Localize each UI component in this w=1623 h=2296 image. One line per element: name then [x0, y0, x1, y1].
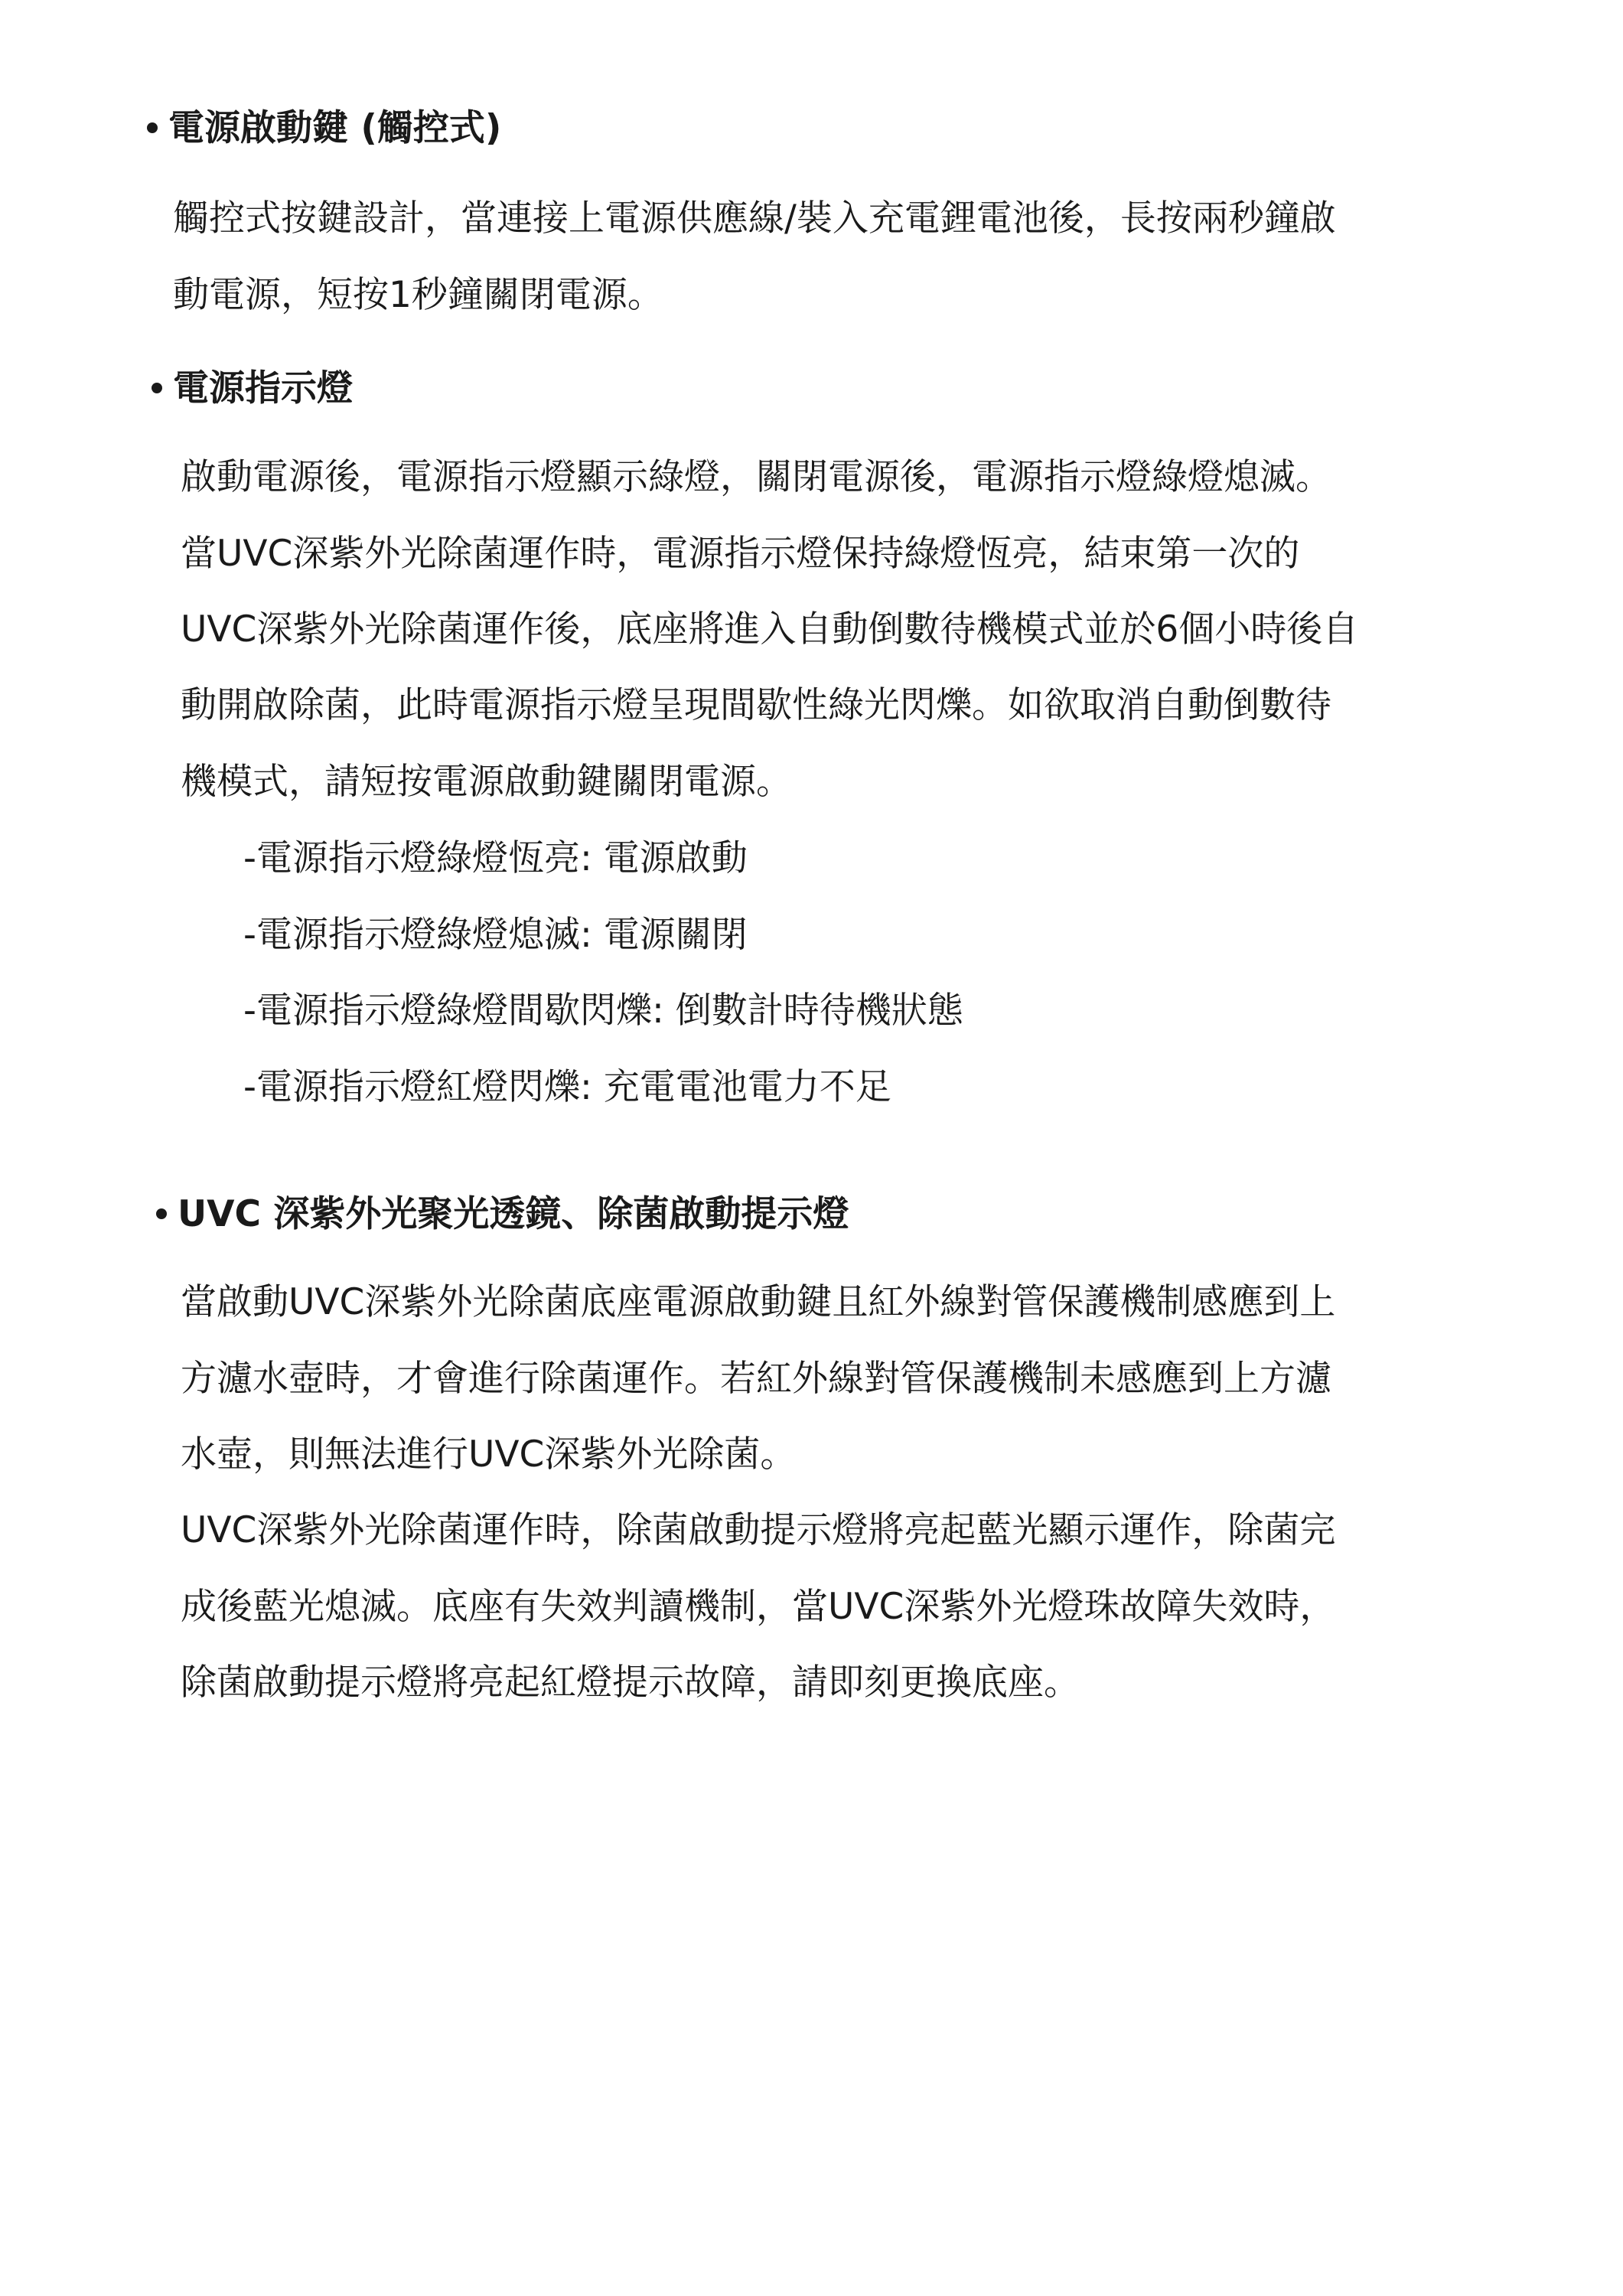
bullet-icon	[152, 383, 162, 393]
paragraph-line: 啟動電源後，電源指示燈顯示綠燈，關閉電源後，電源指示燈綠燈熄滅。	[181, 456, 1331, 498]
paragraph-line: 動開啟除菌，此時電源指示燈呈現間歇性綠光閃爍。如欲取消自動倒數待	[181, 684, 1331, 726]
section-title-power-key	[147, 106, 501, 152]
bullet-icon	[147, 122, 158, 133]
paragraph-line: 觸控式按鍵設計，當連接上電源供應線/裝入充電鋰電池後，長按兩秒鐘啟	[173, 197, 1336, 240]
paragraph-line: 動電源，短按1秒鐘關閉電源。	[173, 274, 663, 316]
section-title-text: 電源啟動鍵 (觸控式)	[168, 107, 502, 149]
paragraph-line: 機模式，請短按電源啟動鍵關閉電源。	[181, 761, 792, 803]
paragraph-line: 水壺，則無法進行UVC深紫外光除菌。	[181, 1433, 797, 1476]
paragraph-line: 成後藍光熄滅。底座有失效判讀機制，當UVC深紫外光燈珠故障失效時，	[181, 1586, 1336, 1628]
status-list-item: -電源指示燈綠燈熄滅: 電源關閉	[243, 914, 748, 956]
paragraph-line: UVC深紫外光除菌運作後，底座將進入自動倒數待機模式並於6個小時後自	[181, 608, 1359, 651]
status-list-item: -電源指示燈綠燈恆亮: 電源啟動	[243, 837, 748, 879]
paragraph-line: 方濾水壺時，才會進行除菌運作。若紅外線對管保護機制未感應到上方濾	[181, 1358, 1331, 1400]
section-title-uvc-lens	[156, 1192, 849, 1238]
section-title-power-indicator	[152, 366, 353, 412]
section-title-text: UVC 深紫外光聚光透鏡、除菌啟動提示燈	[178, 1193, 849, 1235]
paragraph-line: UVC深紫外光除菌運作時，除菌啟動提示燈將亮起藍光顯示運作，除菌完	[181, 1509, 1336, 1551]
section-title-text: 電源指示燈	[173, 367, 353, 409]
paragraph-line: 當啟動UVC深紫外光除菌底座電源啟動鍵且紅外線對管保護機制感應到上	[181, 1281, 1336, 1323]
status-list-item: -電源指示燈綠燈間歇閃爍: 倒數計時待機狀態	[243, 990, 963, 1032]
bullet-icon	[156, 1208, 167, 1219]
paragraph-line: 除菌啟動提示燈將亮起紅燈提示故障，請即刻更換底座。	[181, 1662, 1080, 1704]
paragraph-line: 當UVC深紫外光除菌運作時，電源指示燈保持綠燈恆亮，結束第一次的	[181, 533, 1300, 575]
status-list-item: -電源指示燈紅燈閃爍: 充電電池電力不足	[243, 1066, 891, 1108]
